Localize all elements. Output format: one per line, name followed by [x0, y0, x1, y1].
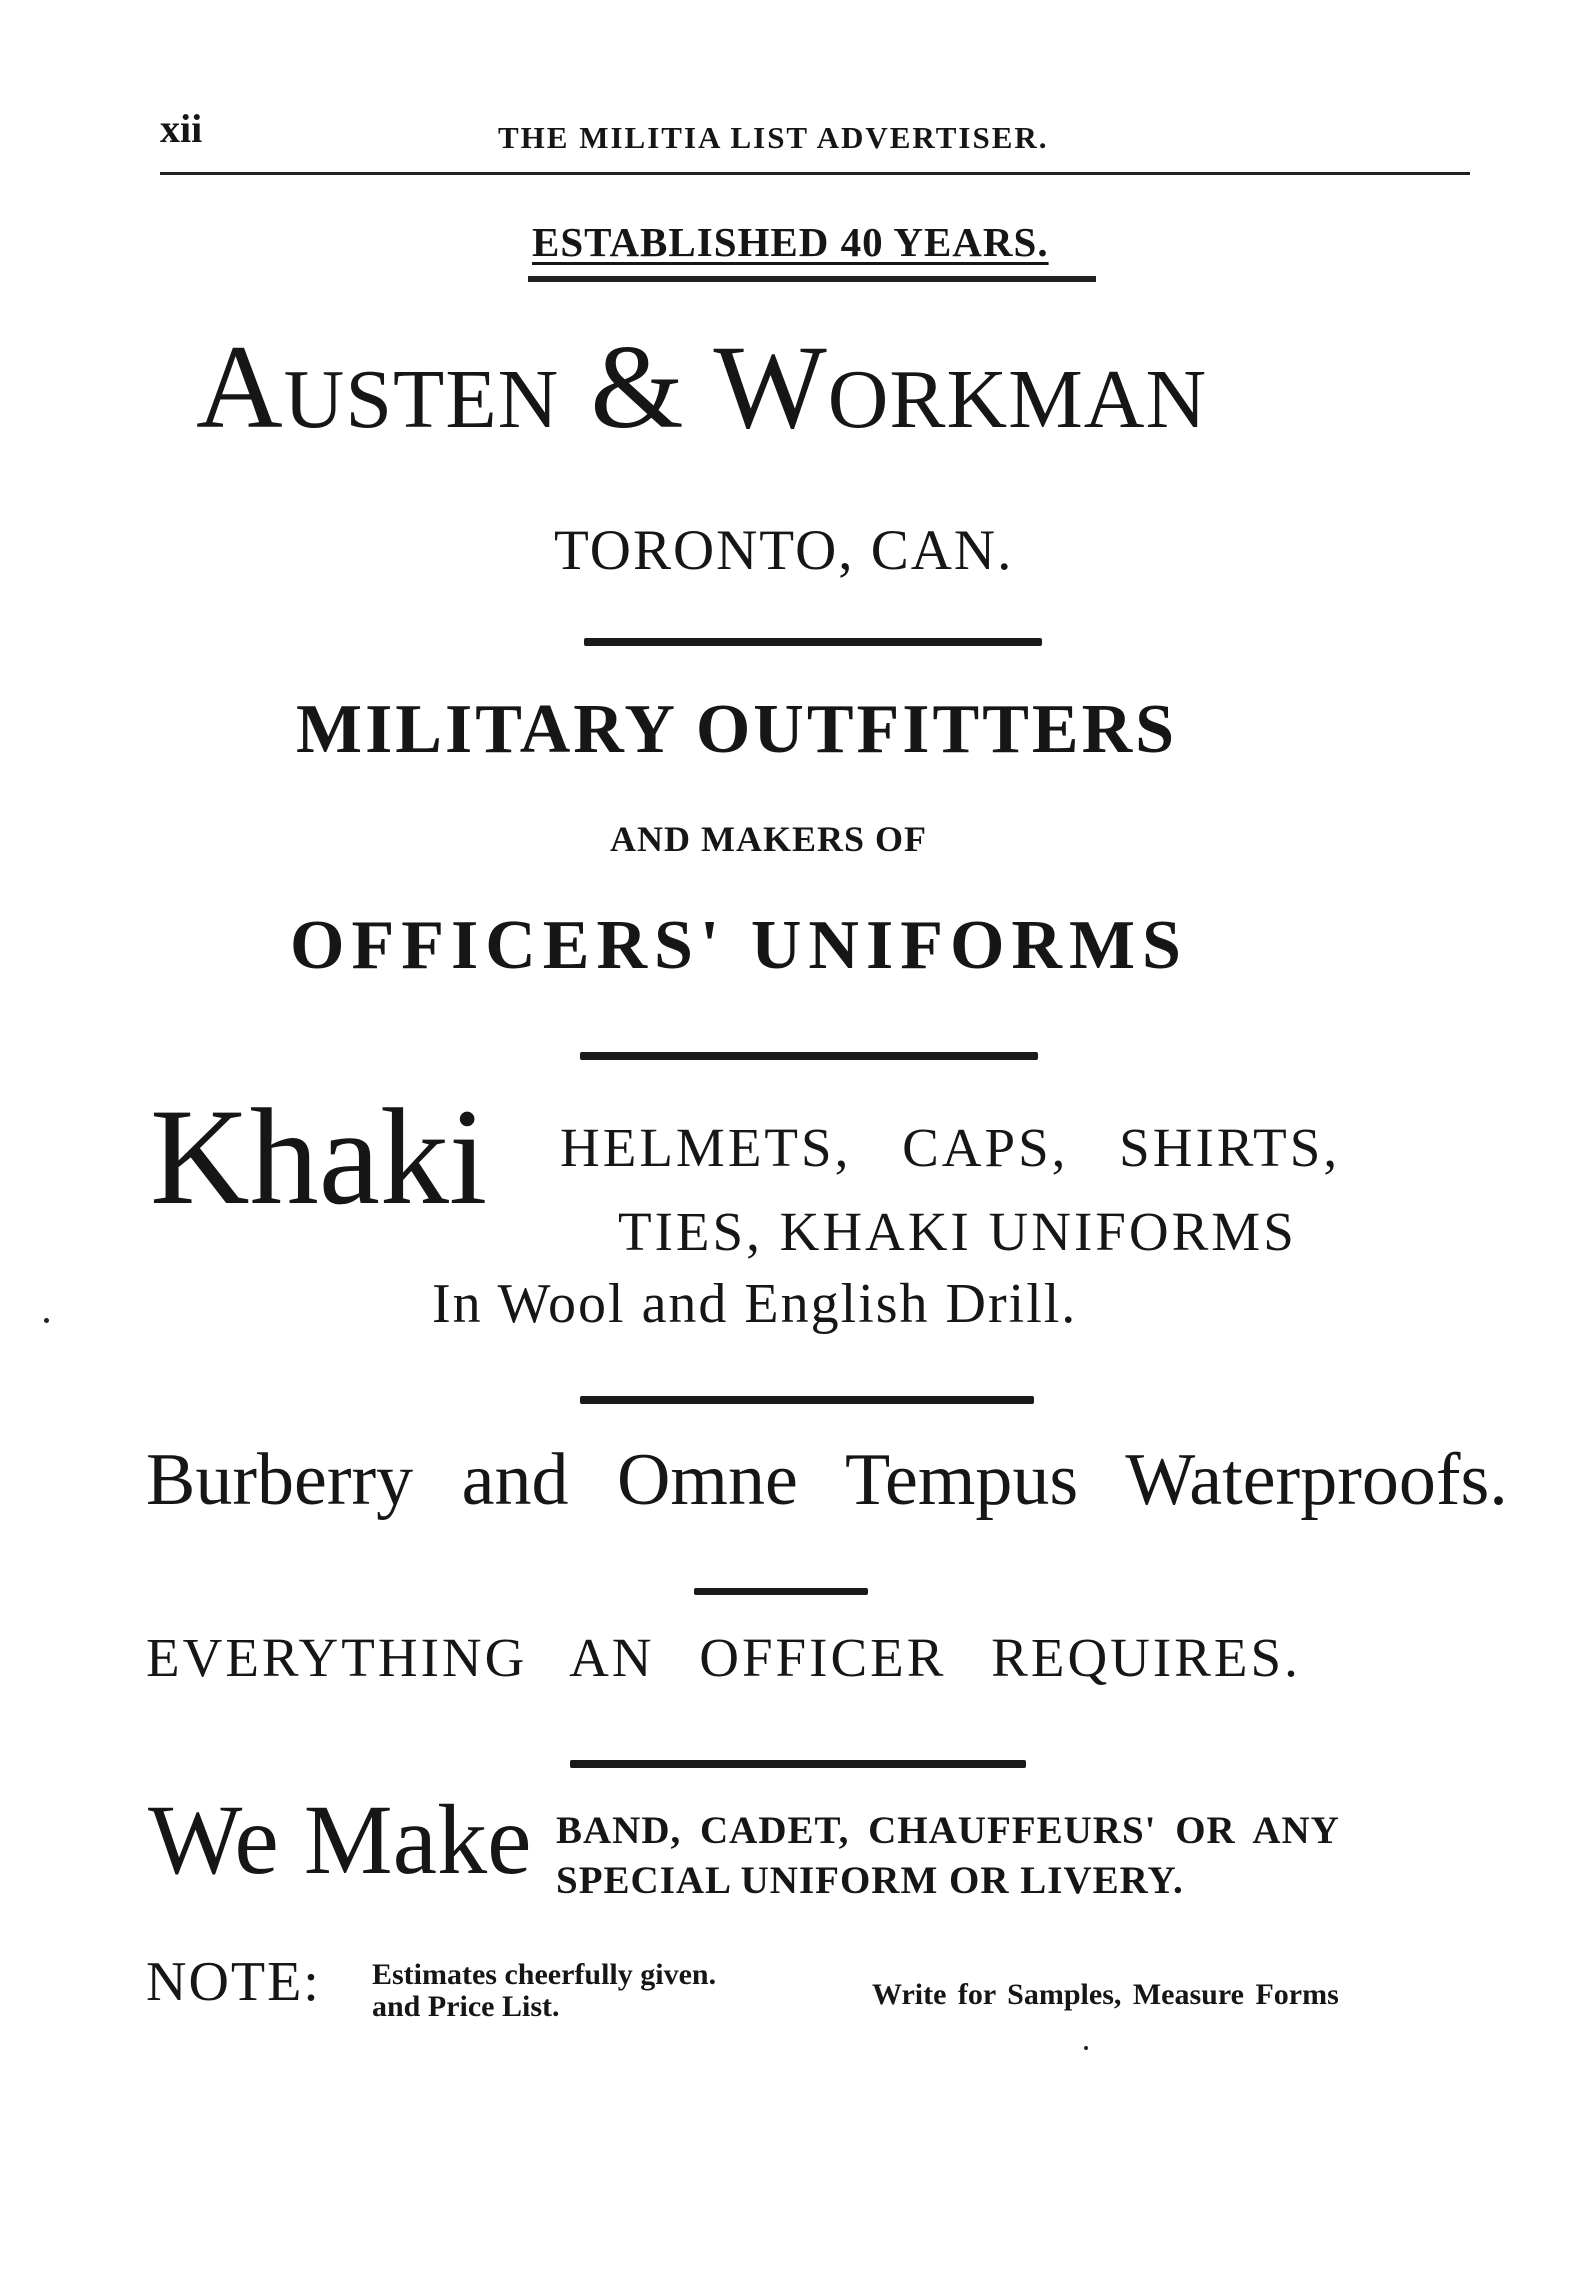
divider-rule	[584, 638, 1042, 646]
everything-line: EVERYTHING AN OFFICER REQUIRES.	[146, 1627, 1301, 1688]
waterproofs-line: Burberry and Omne Tempus Waterproofs.	[146, 1439, 1508, 1521]
we-make-line-1: BAND, CADET, CHAUFFEURS' OR ANY	[556, 1809, 1340, 1852]
divider-rule	[570, 1760, 1026, 1768]
note-label: NOTE:	[146, 1951, 321, 2013]
note-line-1: Estimates cheerfully given.	[372, 1958, 717, 1991]
header-rule	[160, 172, 1470, 175]
ink-speck	[1084, 2046, 1088, 2050]
divider-rule	[694, 1588, 868, 1595]
khaki-word: Khaki	[150, 1080, 488, 1233]
divider-rule	[580, 1052, 1038, 1060]
note-line-2: and Price List.	[372, 1990, 560, 2023]
firm-name: Austen & Workman	[196, 320, 1208, 453]
firm-location: TORONTO, CAN.	[554, 519, 1014, 582]
established-underline	[528, 276, 1096, 282]
subheadline: OFFICERS' UNIFORMS	[290, 907, 1188, 984]
page-number: xii	[160, 106, 203, 151]
running-title: THE MILITIA LIST ADVERTISER.	[498, 120, 1049, 155]
we-make-line-2: SPECIAL UNIFORM OR LIVERY.	[556, 1859, 1184, 1902]
khaki-items-line-1: HELMETS, CAPS, SHIRTS,	[560, 1117, 1341, 1178]
khaki-items-line-2: TIES, KHAKI UNIFORMS	[618, 1201, 1297, 1262]
established-line: ESTABLISHED 40 YEARS.	[532, 219, 1049, 265]
khaki-materials: In Wool and English Drill.	[432, 1273, 1078, 1335]
ink-speck	[44, 1318, 49, 1323]
divider-rule	[580, 1396, 1034, 1404]
note-right-text: Write for Samples, Measure Forms	[872, 1978, 1339, 2011]
connector-text: AND MAKERS OF	[610, 819, 927, 859]
we-make-words: We Make	[148, 1784, 532, 1895]
headline: MILITARY OUTFITTERS	[296, 691, 1178, 768]
